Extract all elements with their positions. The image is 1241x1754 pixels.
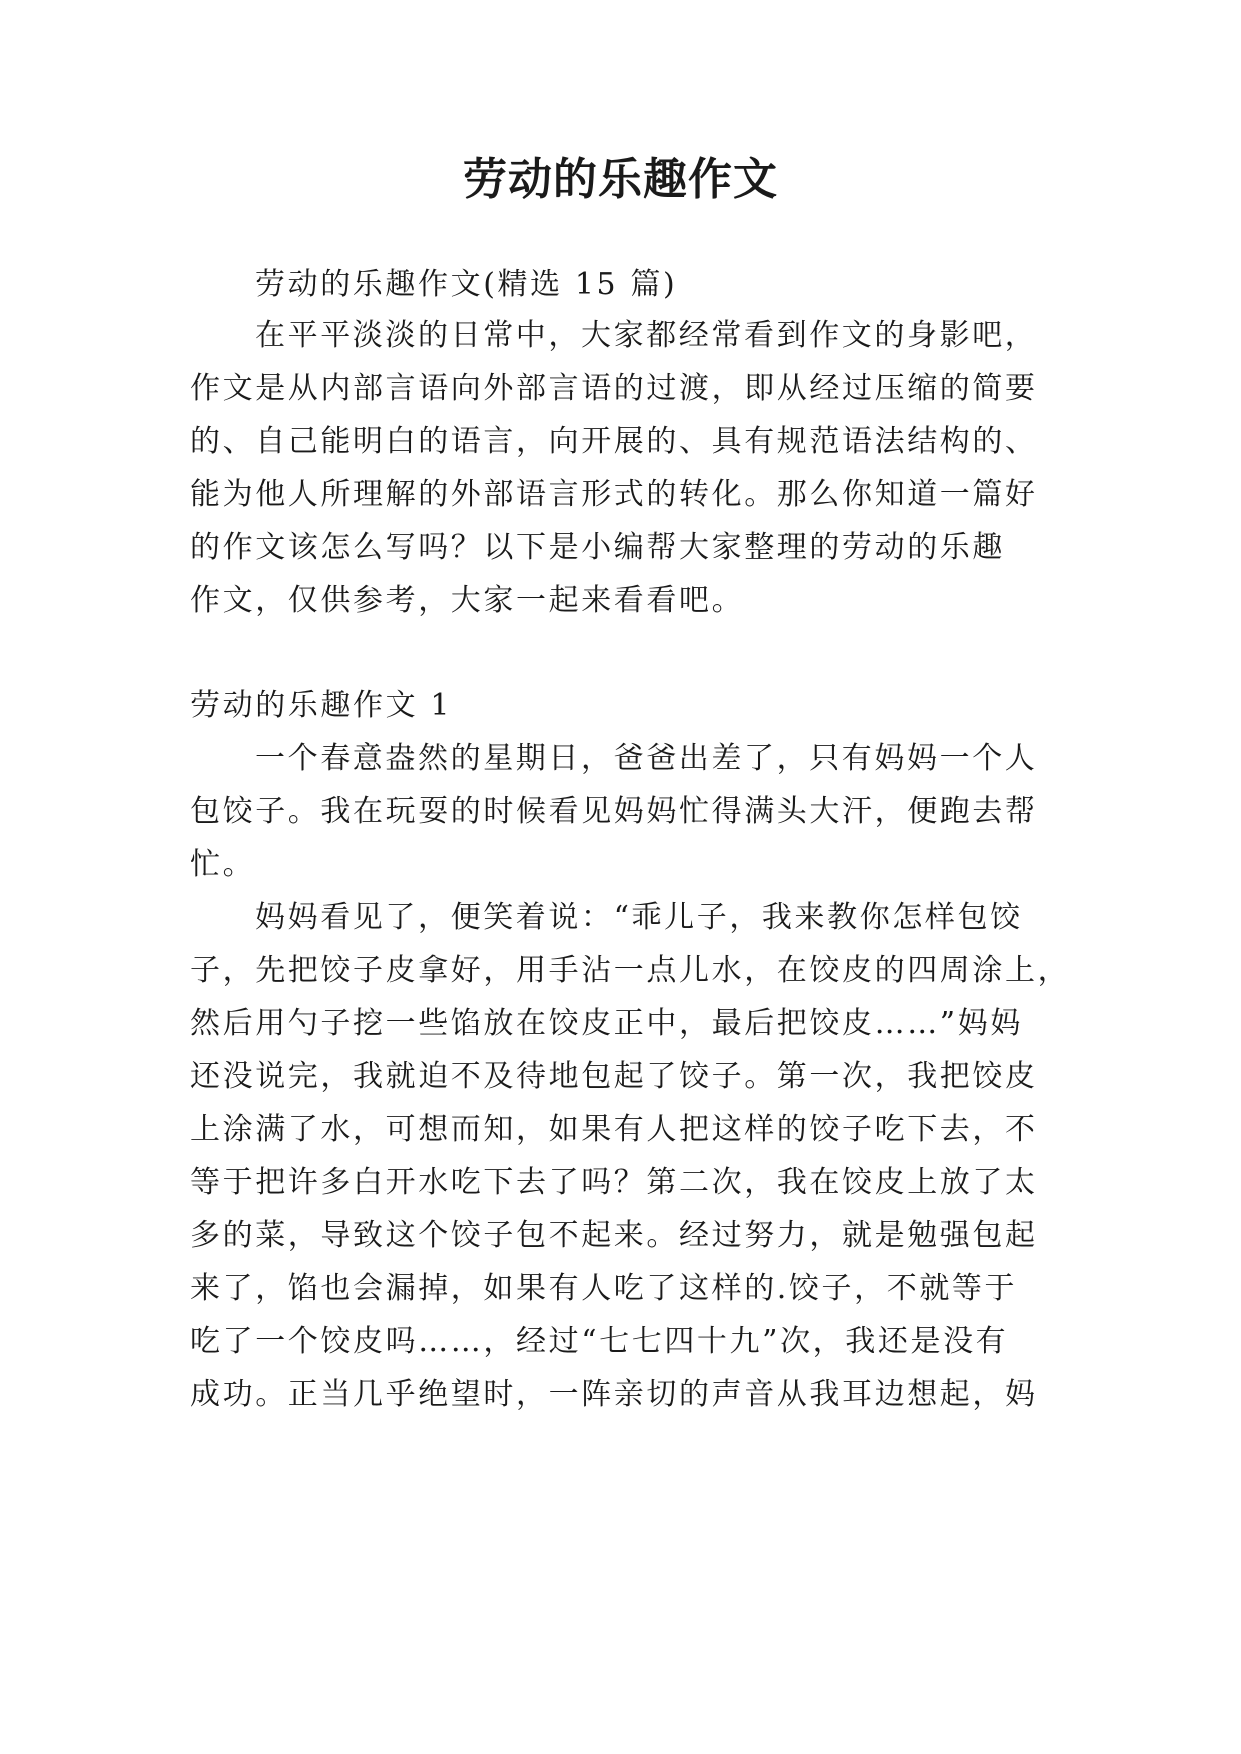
paragraph-line: 等于把许多白开水吃下去了吗？第二次，我在饺皮上放了太 [190, 1165, 1038, 1200]
document-title: 劳动的乐趣作文 [463, 154, 778, 205]
paragraph-line: 成功。正当几乎绝望时，一阵亲切的声音从我耳边想起，妈 [190, 1377, 1038, 1412]
document-subtitle: 劳动的乐趣作文(精选 15 篇) [255, 267, 678, 302]
paragraph-line: 多的菜，导致这个饺子包不起来。经过努力，就是勉强包起 [190, 1218, 1038, 1253]
section-heading: 劳动的乐趣作文 1 [190, 688, 453, 723]
intro-line: 作文是从内部言语向外部言语的过渡，即从经过压缩的简要 [190, 371, 1038, 406]
intro-line: 的、自己能明白的语言，向开展的、具有规范语法结构的、 [190, 424, 1038, 459]
paragraph-line: 子，先把饺子皮拿好，用手沾一点儿水，在饺皮的四周涂上， [190, 953, 1071, 988]
intro-line: 能为他人所理解的外部语言形式的转化。那么你知道一篇好 [190, 477, 1038, 512]
intro-line: 作文，仅供参考，大家一起来看看吧。 [190, 583, 745, 618]
paragraph-line: 来了，馅也会漏掉，如果有人吃了这样的.饺子，不就等于 [190, 1271, 1018, 1306]
intro-line: 在平平淡淡的日常中，大家都经常看到作文的身影吧， [255, 318, 1038, 353]
paragraph-line: 吃了一个饺皮吗……，经过“七七四十九”次，我还是没有 [190, 1324, 1009, 1359]
intro-line: 的作文该怎么写吗？以下是小编帮大家整理的劳动的乐趣 [190, 530, 1005, 565]
paragraph-line: 一个春意盎然的星期日，爸爸出差了，只有妈妈一个人 [255, 741, 1038, 776]
paragraph-line: 妈妈看见了，便笑着说：“乖儿子，我来教你怎样包饺 [255, 900, 1023, 935]
paragraph-line: 还没说完，我就迫不及待地包起了饺子。第一次，我把饺皮 [190, 1059, 1038, 1094]
paragraph-line: 包饺子。我在玩耍的时候看见妈妈忙得满头大汗，便跑去帮 [190, 794, 1038, 829]
paragraph-line: 上涂满了水，可想而知，如果有人把这样的饺子吃下去，不 [190, 1112, 1038, 1147]
paragraph-line: 然后用勺子挖一些馅放在饺皮正中，最后把饺皮……”妈妈 [190, 1006, 1023, 1041]
paragraph-line: 忙。 [190, 847, 256, 882]
